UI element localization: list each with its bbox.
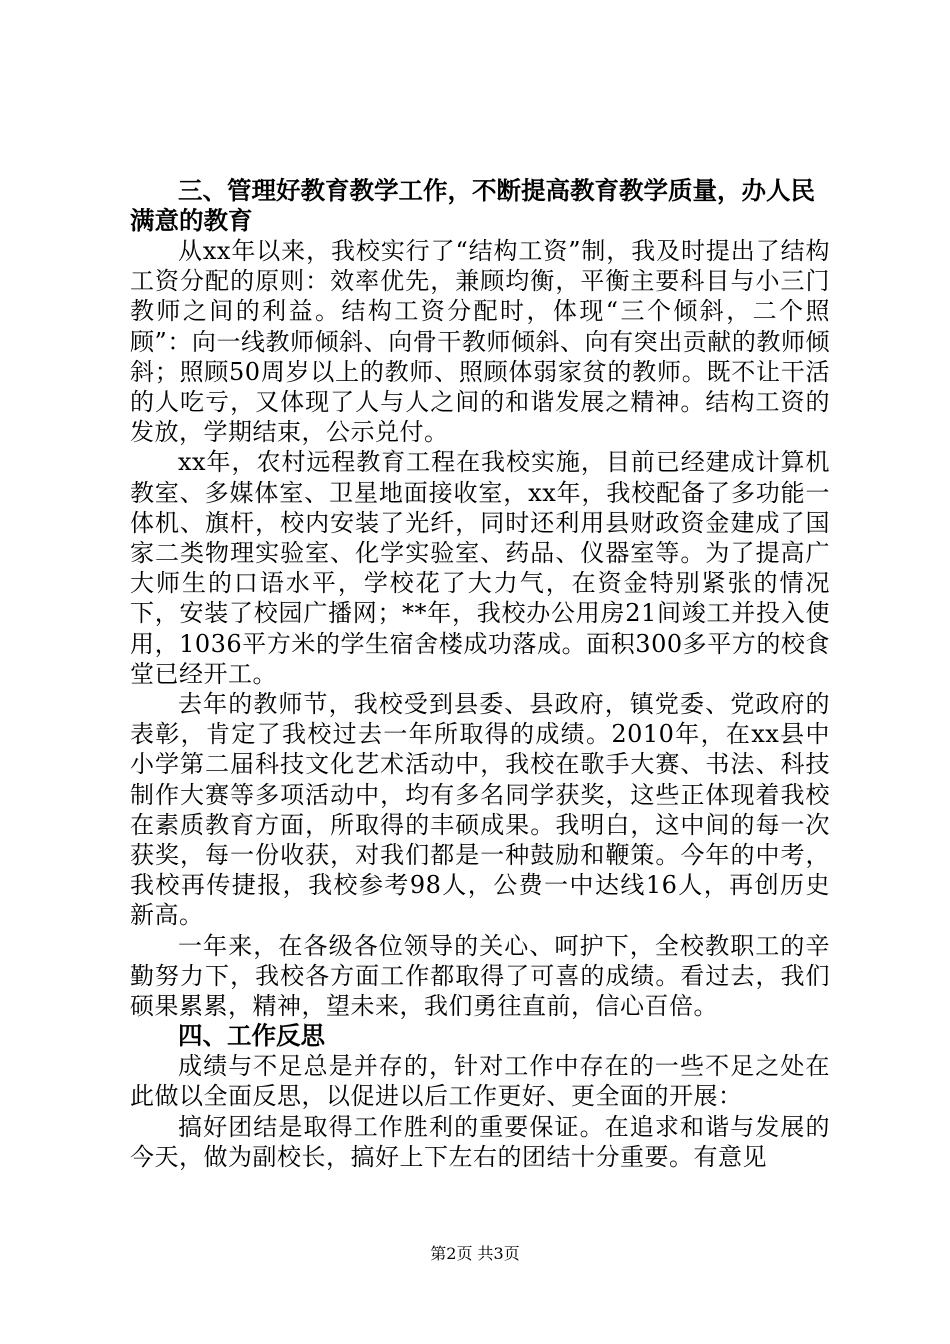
paragraph-unity: 搞好团结是取得工作胜利的重要保证。在追求和谐与发展的今天，做为副校长，搞好上下左右的团结十分重要。有意见 <box>130 1112 830 1171</box>
document-body <box>130 176 830 1172</box>
paragraph-facilities: xx年，农村远程教育工程在我校实施，目前已经建成计算机教室、多媒体室、卫星地面接收室，xx年，我校配备了多功能一体机、旗杆，校内安装了光纤，同时还利用县财政资金建成了国家二类物理实验室、化学实验室、药品、仪器室等。为了提高广大师生的口语水平，学校花了大力气，在资金特别紧张的情况下，安装了校园广播网；**年，我校办公用房21间竣工并投入使用，1036平方米的学生宿舍楼成功落成。面积300多平方的校食堂已经开工。 <box>130 448 830 688</box>
paragraph-achievements: 去年的教师节，我校受到县委、县政府，镇党委、党政府的表彰，肯定了我校过去一年所取得的成绩。2010年，在xx县中小学第二届科技文化艺术活动中，我校在歌手大赛、书法、科技制作大赛等多项活动中，均有多名同学获奖，这些正体现着我校在素质教育方面，所取得的丰硕成果。我明白，这中间的每一次获奖，每一份收获，对我们都是一种鼓励和鞭策。今年的中考，我校再传捷报，我校参考98人，公费一中达线16人，再创历史新高。 <box>130 690 830 930</box>
paragraph-summary: 一年来，在各级各位领导的关心、呵护下，全校教职工的辛勤努力下，我校各方面工作都取得了可喜的成绩。看过去，我们硕果累累，精神，望未来，我们勇往直前，信心百倍。 <box>130 931 830 1021</box>
paragraph-reflection-intro: 成绩与不足总是并存的，针对工作中存在的一些不足之处在此做以全面反思，以促进以后工作更好、更全面的开展： <box>130 1052 830 1111</box>
paragraph-salary-structure: 从xx年以来，我校实行了“结构工资”制，我及时提出了结构工资分配的原则：效率优先，兼顾均衡，平衡主要科目与小三门教师之间的利益。结构工资分配时，体现“三个倾斜，二个照顾”：向一线教师倾斜、向骨干教师倾斜、向有突出贡献的教师倾斜；照顾50周岁以上的教师、照顾体弱家贫的教师。既不让干活的人吃亏，又体现了人与人之间的和谐发展之精神。结构工资的发放，学期结束，公示兑付。 <box>130 237 830 447</box>
page-footer: 第2页 共3页 <box>430 1244 520 1263</box>
section-heading-4: 四、工作反思 <box>178 1021 325 1051</box>
section-heading-3: 三、管理好教育教学工作，不断提高教育教学质量，办人民满意的教育 <box>130 176 815 235</box>
